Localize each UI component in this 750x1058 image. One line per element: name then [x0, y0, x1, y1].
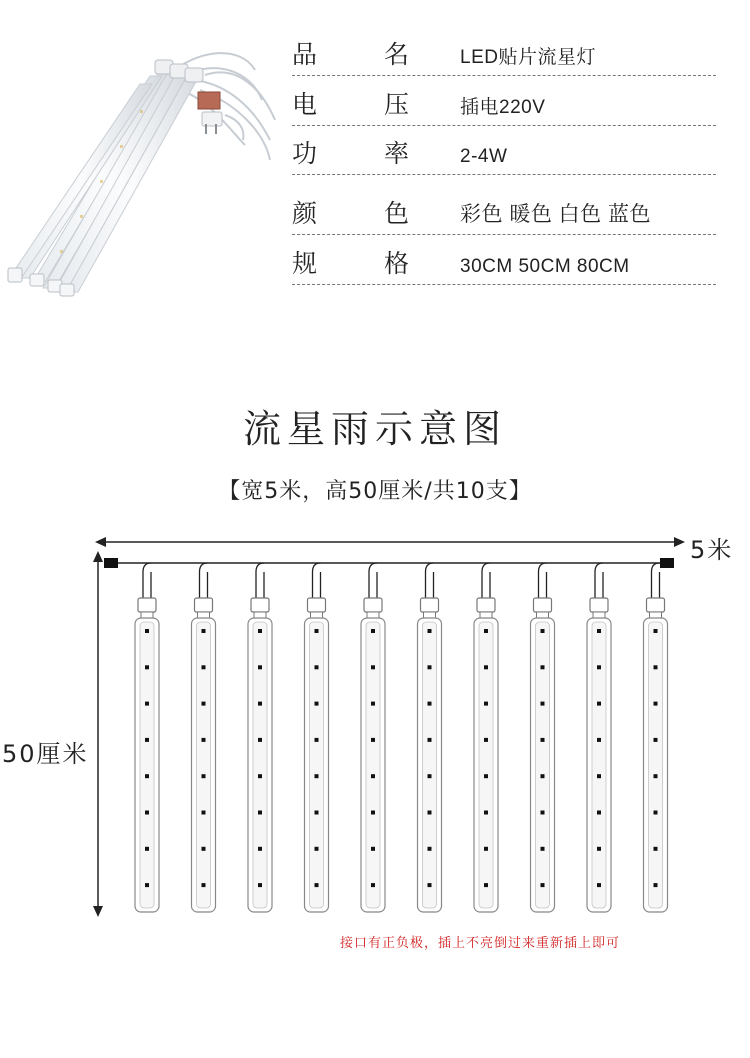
led-chip [202, 629, 206, 633]
tube-connector [590, 598, 608, 612]
tube-inner [423, 622, 437, 908]
tube-connector [195, 598, 213, 612]
led-chip [541, 629, 545, 633]
led-chip [258, 702, 262, 706]
tube-connector-neck [537, 612, 549, 618]
led-chip [428, 811, 432, 815]
tube-connector-neck [367, 612, 379, 618]
tube-wire [539, 563, 547, 598]
tube-wire [313, 563, 321, 598]
meteor-tube [644, 563, 668, 912]
meteor-rain-diagram [0, 520, 750, 940]
led-chip [484, 738, 488, 742]
tube-connector [647, 598, 665, 612]
tube-inner [366, 622, 380, 908]
led-chip [428, 774, 432, 778]
led-chip [654, 883, 658, 887]
tube-inner [253, 622, 267, 908]
led-chip [258, 629, 262, 633]
tube-connector [308, 598, 326, 612]
led-chip [258, 665, 262, 669]
led-chip [371, 774, 375, 778]
spec-row-voltage [292, 75, 716, 126]
led-chip [371, 847, 375, 851]
led-chip [202, 774, 206, 778]
meteor-tube [135, 563, 159, 912]
spec-key-2: 压 [384, 90, 410, 119]
spec-value: 30CM 50CM 80CM [460, 256, 630, 277]
led-chip [484, 774, 488, 778]
meteor-tube [248, 563, 272, 912]
led-chip [597, 738, 601, 742]
led-chip [597, 811, 601, 815]
meteor-tube [192, 563, 216, 912]
tube-inner [140, 622, 154, 908]
led-chip [145, 774, 149, 778]
spec-key-2: 名 [384, 40, 410, 69]
tube-connector [421, 598, 439, 612]
spec-row-size [292, 234, 716, 285]
led-chip [202, 738, 206, 742]
led-chip [541, 883, 545, 887]
led-chip [315, 811, 319, 815]
meteor-tube [361, 563, 385, 912]
led-chip [597, 702, 601, 706]
meteor-tube [531, 563, 555, 912]
led-chip [258, 883, 262, 887]
led-chip [258, 738, 262, 742]
led-chip [428, 702, 432, 706]
led-chip [371, 811, 375, 815]
led-chip [428, 738, 432, 742]
tube-connector [534, 598, 552, 612]
led-chip [654, 811, 658, 815]
led-chip [371, 665, 375, 669]
led-chip [145, 665, 149, 669]
led-chip [145, 883, 149, 887]
spec-row-name [292, 25, 716, 76]
spec-key-2: 色 [384, 199, 410, 228]
led-chip [484, 629, 488, 633]
led-chip [202, 883, 206, 887]
spec-key-1: 颜 [292, 199, 318, 228]
led-chip [145, 629, 149, 633]
tube-inner [536, 622, 550, 908]
led-chip [654, 738, 658, 742]
tube-inner [592, 622, 606, 908]
led-chip [484, 665, 488, 669]
diagram-subtitle: 【宽5米，高50厘米/共10支】 [218, 479, 532, 504]
tube-inner [479, 622, 493, 908]
spec-row-color [292, 184, 716, 235]
led-chip [654, 629, 658, 633]
spec-key-1: 电 [292, 90, 318, 119]
led-chip [597, 774, 601, 778]
tube-wire [200, 563, 208, 598]
led-chip [428, 883, 432, 887]
led-chip [315, 702, 319, 706]
spec-value: 插电220V [460, 97, 546, 118]
tube-connector [138, 598, 156, 612]
tube-connector [364, 598, 382, 612]
led-chip [258, 847, 262, 851]
led-chip [428, 847, 432, 851]
led-chip [145, 811, 149, 815]
led-chip [202, 811, 206, 815]
spec-key-1: 规 [292, 249, 318, 278]
led-chip [371, 702, 375, 706]
meteor-tube [305, 563, 329, 912]
led-chip [541, 811, 545, 815]
led-chip [654, 847, 658, 851]
spec-row-power [292, 124, 716, 175]
tube-wire [256, 563, 264, 598]
led-chip [315, 847, 319, 851]
spec-value: LED贴片流星灯 [460, 47, 596, 68]
tube-wire [595, 563, 603, 598]
led-chip [541, 774, 545, 778]
spec-value: 2-4W [460, 146, 508, 167]
tube-connector-neck [480, 612, 492, 618]
led-chip [484, 811, 488, 815]
led-chip [654, 774, 658, 778]
led-chip [484, 702, 488, 706]
led-chip [145, 702, 149, 706]
tube-connector-neck [254, 612, 266, 618]
tube-wire [426, 563, 434, 598]
tube-connector-neck [141, 612, 153, 618]
tube-connector-neck [424, 612, 436, 618]
tube-connector-neck [650, 612, 662, 618]
tube-wire [652, 563, 660, 598]
led-chip [484, 847, 488, 851]
led-chip [597, 629, 601, 633]
led-chip [484, 883, 488, 887]
led-chip [315, 629, 319, 633]
led-chip [654, 702, 658, 706]
tube-connector-neck [593, 612, 605, 618]
led-chip [258, 774, 262, 778]
led-chip [202, 702, 206, 706]
tube-inner [197, 622, 211, 908]
tube-wire [482, 563, 490, 598]
product-photo [0, 30, 290, 300]
led-chip [145, 738, 149, 742]
spec-key-1: 功 [292, 139, 318, 168]
tube-inner [649, 622, 663, 908]
led-chip [371, 738, 375, 742]
led-chip [371, 629, 375, 633]
led-chip [428, 629, 432, 633]
tube-connector-neck [311, 612, 323, 618]
width-arrow [95, 537, 685, 547]
width-label: 5米 [690, 536, 734, 564]
led-chip [315, 738, 319, 742]
tube-connector [477, 598, 495, 612]
tube-connector-neck [198, 612, 210, 618]
spec-key-1: 品 [292, 40, 318, 69]
height-arrow [93, 551, 103, 917]
main-wire [104, 558, 674, 568]
spec-value: 彩色 暖色 白色 蓝色 [460, 203, 652, 226]
led-chip [428, 665, 432, 669]
led-chip [315, 665, 319, 669]
tube-connector [251, 598, 269, 612]
height-label: 50厘米 [2, 740, 89, 768]
led-chip [541, 702, 545, 706]
led-chip [315, 774, 319, 778]
led-chip [597, 847, 601, 851]
led-chip [202, 847, 206, 851]
meteor-tube [418, 563, 442, 912]
led-chip [597, 665, 601, 669]
tube-wire [369, 563, 377, 598]
led-chip [541, 847, 545, 851]
polarity-note: 接口有正负极，插上不亮倒过来重新插上即可 [340, 936, 621, 951]
led-chip [145, 847, 149, 851]
meteor-tube [474, 563, 498, 912]
led-chip [371, 883, 375, 887]
led-chip [315, 883, 319, 887]
led-chip [597, 883, 601, 887]
led-chip [202, 665, 206, 669]
led-chip [654, 665, 658, 669]
led-chip [541, 665, 545, 669]
meteor-tube [587, 563, 611, 912]
led-chip [258, 811, 262, 815]
diagram-title: 流星雨示意图 [242, 407, 507, 451]
spec-key-2: 格 [384, 249, 410, 278]
tube-wire [143, 563, 151, 598]
led-chip [541, 738, 545, 742]
spec-key-2: 率 [384, 139, 410, 168]
tube-inner [310, 622, 324, 908]
